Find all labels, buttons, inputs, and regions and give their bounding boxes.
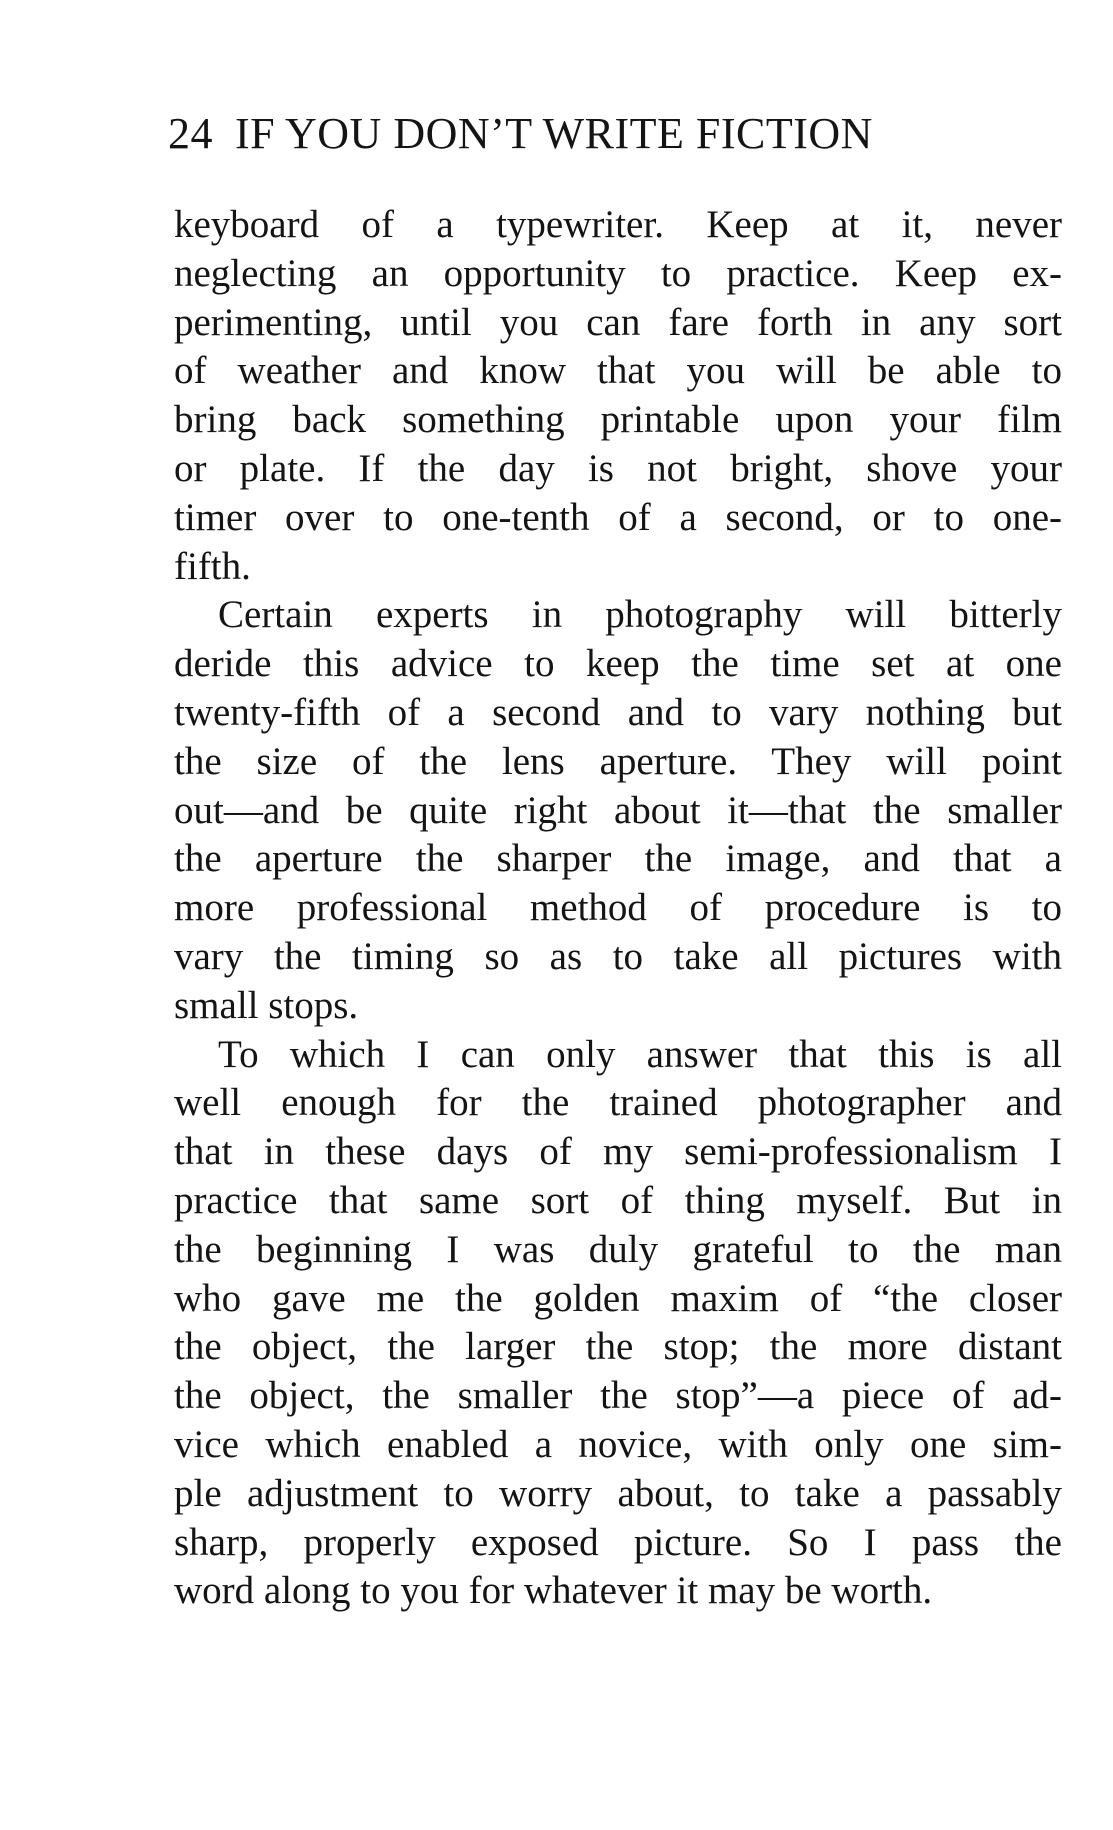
text-line: bring back something printable upon your film	[174, 398, 1062, 442]
text-line: of weather and know that you will be able to	[174, 349, 1062, 393]
text-line: twenty-fifth of a second and to vary nothing but	[174, 690, 1062, 734]
text-line: that in these days of my semi-professionalism I	[174, 1130, 1062, 1174]
text-line: keyboard of a typewriter. Keep at it, never	[174, 203, 1062, 246]
text-line: the beginning I was duly grateful to the man	[174, 1227, 1062, 1271]
text-line: small stops.	[174, 983, 359, 1027]
body-text	[174, 201, 1062, 1616]
paragraph-2	[174, 591, 1062, 1030]
text-line: perimenting, until you can fare forth in any sort	[174, 300, 1062, 344]
text-line: or plate. If the day is not bright, shove your	[174, 446, 1062, 490]
text-line: who gave me the golden maxim of “the closer	[174, 1276, 1062, 1320]
text-line: the object, the smaller the stop”—a piece of ad-	[174, 1374, 1062, 1418]
text-line: word along to you for whatever it may be worth.	[174, 1569, 933, 1613]
text-line: vary the timing so as to take all pictures with	[174, 934, 1062, 978]
text-line: sharp, properly exposed picture. So I pass the	[174, 1520, 1062, 1564]
running-head	[168, 108, 1048, 160]
text-line: practice that same sort of thing myself. But in	[174, 1178, 1062, 1222]
text-line: more professional method of procedure is to	[174, 886, 1062, 930]
text-line: Certain experts in photography will bitterly	[218, 593, 1062, 637]
text-line: neglecting an opportunity to practice. Keep ex-	[174, 251, 1062, 295]
text-line: the aperture the sharper the image, and that a	[174, 837, 1062, 881]
page-number: 24	[168, 109, 213, 158]
text-line: well enough for the trained photographer and	[174, 1081, 1062, 1125]
text-line: ple adjustment to worry about, to take a passably	[174, 1471, 1062, 1515]
paragraph-1	[174, 201, 1062, 591]
text-line: the size of the lens aperture. They will point	[174, 739, 1062, 783]
text-line: deride this advice to keep the time set at one	[174, 642, 1062, 686]
text-line: the object, the larger the stop; the more distant	[174, 1325, 1062, 1369]
paragraph-3	[174, 1031, 1062, 1617]
text-line: To which I can only answer that this is all	[218, 1032, 1062, 1076]
text-line: timer over to one-tenth of a second, or to one-	[174, 495, 1062, 539]
running-head-title: IF YOU DON’T WRITE FICTION	[235, 109, 873, 158]
text-line: fifth.	[174, 544, 251, 588]
text-line: out—and be quite right about it—that the smaller	[174, 788, 1062, 832]
text-line: vice which enabled a novice, with only one sim-	[174, 1422, 1062, 1466]
